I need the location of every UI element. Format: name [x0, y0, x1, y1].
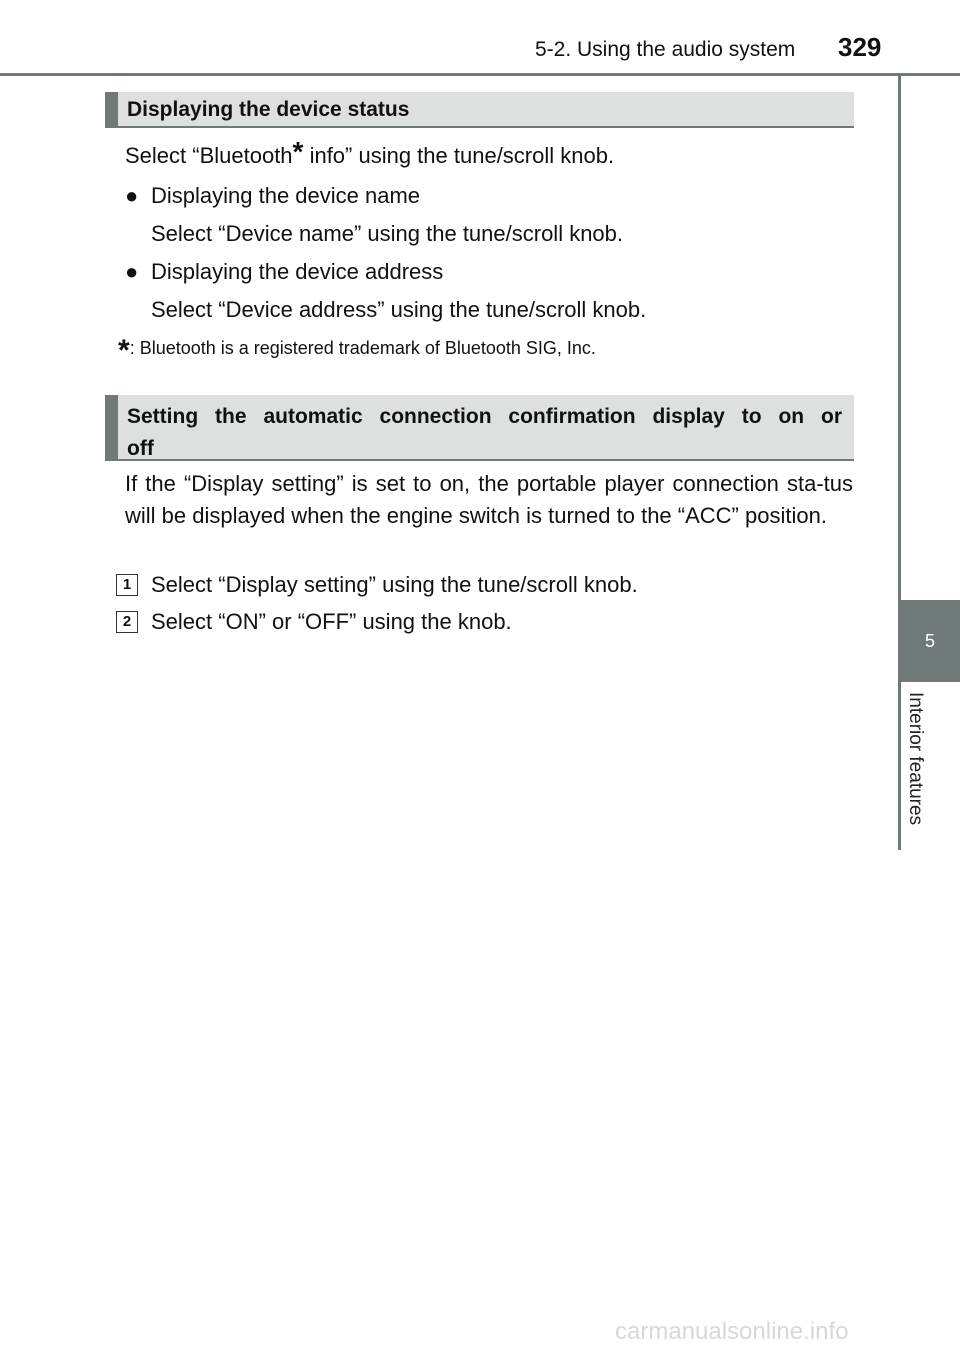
section-paragraph: If the “Display setting” is set to on, the portable player connection sta-tus will be displayed when the engine switch is turned to the “ACC” position.	[125, 471, 853, 528]
section-intro: Select “Bluetooth* info” using the tune/scroll knob.	[125, 136, 615, 168]
header-rule	[0, 73, 960, 76]
asterisk-marker: *	[292, 136, 304, 167]
section-title-line1: Setting the automatic connection confirmation display to on or	[127, 405, 842, 428]
chapter-title: Interior features	[905, 692, 926, 826]
step-text: Select “Display setting” using the tune/scroll knob.	[151, 572, 638, 597]
section-title-line2: off	[127, 437, 154, 460]
step-number-badge: 2	[116, 611, 138, 633]
section-title: Displaying the device status	[127, 98, 410, 121]
bullet-text: Select “Device name” using the tune/scroll knob.	[151, 221, 624, 246]
side-divider	[898, 76, 901, 850]
bullet-icon: ●	[125, 183, 139, 208]
watermark: carmanualsonline.info	[615, 1318, 849, 1345]
bullet-title: Displaying the device address	[151, 259, 444, 284]
bullet-text: Select “Device address” using the tune/scroll knob.	[151, 297, 647, 322]
running-header: 5-2. Using the audio system	[535, 38, 796, 61]
bullet-title: Displaying the device name	[151, 183, 421, 208]
footnote-asterisk: *	[118, 334, 130, 367]
section-heading-device-status	[105, 92, 854, 128]
bullet-icon: ●	[125, 259, 139, 284]
chapter-tab	[900, 600, 960, 682]
chapter-number: 5	[924, 630, 935, 651]
section-heading-auto-connection	[105, 395, 854, 461]
footnote: *: Bluetooth is a registered trademark of Bluetooth SIG, Inc.	[118, 334, 596, 367]
page-number: 329	[838, 32, 882, 62]
step-number-badge: 1	[116, 574, 138, 596]
step-text: Select “ON” or “OFF” using the knob.	[151, 609, 512, 634]
